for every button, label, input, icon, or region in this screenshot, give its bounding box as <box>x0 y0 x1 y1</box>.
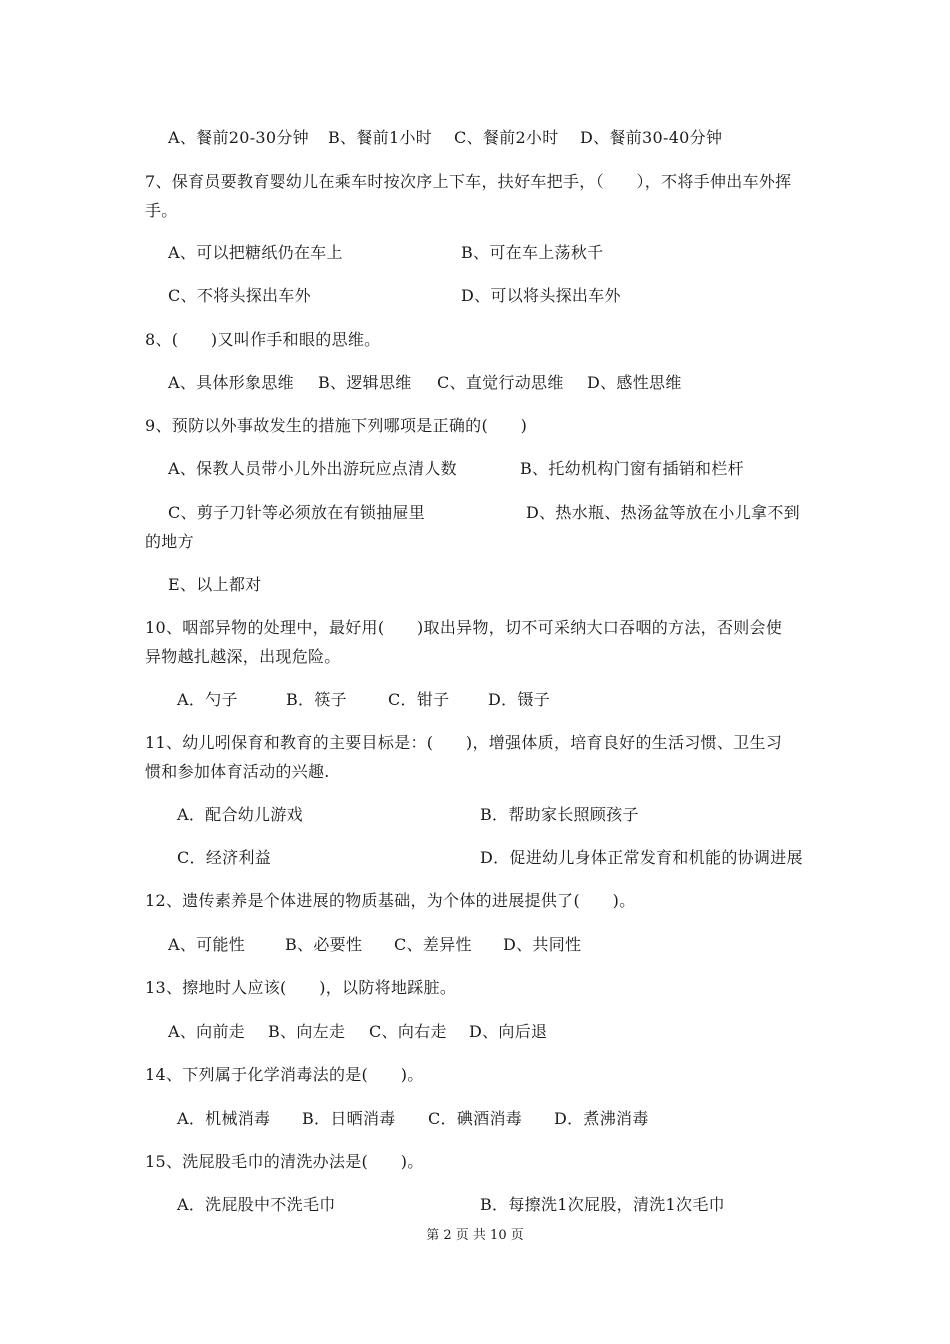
q14-option-c: C．碘酒消毒 <box>428 1109 523 1128</box>
q8-option-c: C、直觉行动思维 <box>437 373 564 392</box>
q12-option-c: C、差异性 <box>394 935 472 954</box>
q11-stem-line-2: 惯和参加体育活动的兴趣. <box>145 762 330 781</box>
page-footer: 第 2 页 共 10 页 <box>426 1228 524 1243</box>
q7-stem-line-1: 7、保育员要教育婴幼儿在乘车时按次序上下车，扶好车把手，（ ），不将手伸出车外挥 <box>145 172 792 191</box>
q11-option-a: A．配合幼儿游戏 <box>177 805 303 824</box>
q10-stem-line-1: 10、咽部异物的处理中，最好用( )取出异物，切不可采纳大口吞咽的方法，否则会使 <box>145 618 783 637</box>
q7-stem-line-2: 手。 <box>145 201 178 220</box>
q6-option-a: A、餐前20-30分钟 <box>168 128 309 147</box>
q9-option-d: D、热水瓶、热汤盆等放在小儿拿不到 <box>526 503 800 522</box>
q15-option-b: B．每擦洗1次屁股，清洗1次毛巾 <box>480 1195 725 1214</box>
q7-option-a: A、可以把糖纸仍在车上 <box>168 243 343 262</box>
q9-option-a: A、保教人员带小儿外出游玩应点清人数 <box>168 459 457 478</box>
q10-stem-line-2: 异物越扎越深，出现危险。 <box>145 647 341 666</box>
q13-option-c: C、向右走 <box>369 1022 447 1041</box>
q11-stem-line-1: 11、幼儿吲保育和教育的主要目标是：( )，增强体质，培育良好的生活习惯、卫生习 <box>145 733 783 752</box>
q15-stem: 15、洗屁股毛巾的清洗办法是( )。 <box>145 1152 424 1171</box>
q7-option-c: C、不将头探出车外 <box>168 286 311 305</box>
q13-option-a: A、向前走 <box>168 1022 246 1041</box>
q8-option-d: D、感性思维 <box>587 373 682 392</box>
q13-option-b: B、向左走 <box>268 1022 346 1041</box>
q15-option-a: A．洗屁股中不洗毛巾 <box>177 1195 336 1214</box>
q12-option-d: D、共同性 <box>503 935 582 954</box>
q12-option-a: A、可能性 <box>168 935 246 954</box>
q7-option-b: B、可在车上荡秋千 <box>461 243 604 262</box>
q14-option-b: B．日晒消毒 <box>302 1109 396 1128</box>
q9-stem: 9、预防以外事故发生的措施下列哪项是正确的( ) <box>145 416 528 435</box>
q10-option-a: A．勺子 <box>177 690 238 709</box>
q8-option-a: A、具体形象思维 <box>168 373 294 392</box>
q14-stem: 14、下列属于化学消毒法的是( )。 <box>145 1065 424 1084</box>
q13-stem: 13、擦地时人应该( )，以防将地踩脏。 <box>145 978 457 997</box>
q8-option-b: B、逻辑思维 <box>318 373 412 392</box>
q11-option-b: B．帮助家长照顾孩子 <box>480 805 639 824</box>
q9-option-c: C、剪子刀针等必须放在有锁抽屉里 <box>168 503 426 522</box>
q9-option-e: E、以上都对 <box>168 575 262 594</box>
q12-stem: 12、遗传素养是个体进展的物质基础，为个体的进展提供了( )。 <box>145 891 636 910</box>
q6-option-d: D、餐前30-40分钟 <box>580 128 723 147</box>
q14-option-d: D．煮沸消毒 <box>554 1109 649 1128</box>
q6-option-b: B、餐前1小时 <box>328 128 433 147</box>
q7-option-d: D、可以将头探出车外 <box>461 286 621 305</box>
q6-option-c: C、餐前2小时 <box>454 128 559 147</box>
q12-option-b: B、必要性 <box>285 935 363 954</box>
q9-option-d-cont: 的地方 <box>145 532 194 551</box>
q11-option-c: C．经济利益 <box>177 848 272 867</box>
q10-option-c: C．钳子 <box>388 690 450 709</box>
q9-option-b: B、托幼机构门窗有插销和栏杆 <box>520 459 744 478</box>
q10-option-d: D．镊子 <box>488 690 551 709</box>
q8-stem: 8、( )又叫作手和眼的思维。 <box>145 330 381 349</box>
q10-option-b: B．筷子 <box>286 690 347 709</box>
q14-option-a: A．机械消毒 <box>177 1109 271 1128</box>
q13-option-d: D、向后退 <box>469 1022 548 1041</box>
q11-option-d: D．促进幼儿身体正常发育和机能的协调进展 <box>480 848 803 867</box>
